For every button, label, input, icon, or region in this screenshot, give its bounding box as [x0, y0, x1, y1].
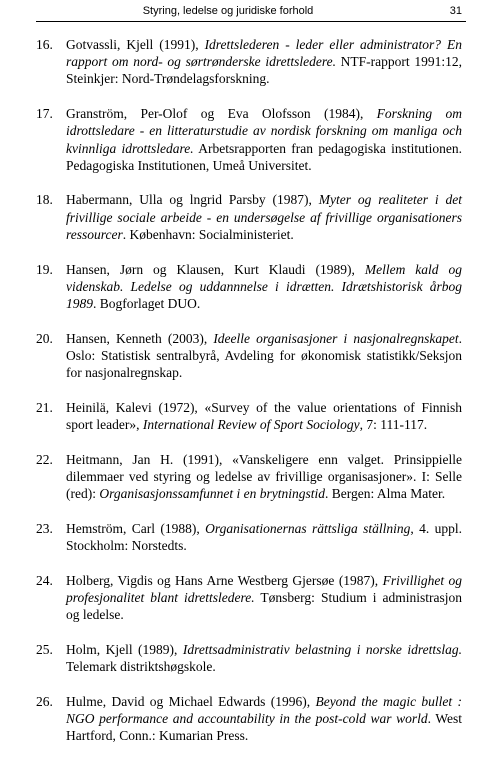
reference-entry	[36, 330, 462, 382]
reference-text: . West Hartford, Conn.: Kumarian Press.	[66, 710, 462, 744]
reference-text: Granström, Per-Olof og Eva Olofsson (1984),	[66, 106, 377, 122]
reference-title: Idrettslederen - leder eller administrator? En rapport om nord- og sørtrønderske idrettsledere.	[66, 37, 462, 70]
reference-text: Hulme, David og Michael Edwards (1996),	[66, 693, 316, 709]
reference-entry	[36, 261, 462, 313]
reference-text: . Bogforlaget DUO.	[93, 295, 201, 311]
reference-text: Habermann, Ulla og lngrid Parsby (1987),	[66, 192, 319, 208]
reference-title: Beyond the magic bullet : NGO performance and accountability in the post-cold war world	[66, 693, 462, 726]
reference-title: Organisasjonssamfunnet i en brytningstid	[99, 486, 325, 502]
reference-number: 24.	[36, 572, 53, 588]
reference-entry	[36, 641, 462, 675]
reference-title: Idrettsadministrativ belastning i norske idrettslag.	[182, 641, 462, 657]
reference-text: Tønsberg: Studium i administrasjon og ledelse.	[66, 589, 462, 623]
reference-title: Myter og realiteter i det frivillige sociale arbeide - en undersøgelse af frivillige organisationers ressourcer	[66, 192, 462, 242]
reference-text: Holberg, Vigdis og Hans Arne Westberg Gjersøe (1987),	[66, 572, 383, 588]
reference-text: Hemström, Carl (1988),	[66, 520, 206, 536]
reference-text: Heitmann, Jan H. (1991), «Vanskeligere enn valget. Prinsippielle dilemmaer ved styring og ledelse av frivillige organisasjoner». I: Selle (red):	[66, 451, 462, 502]
reference-title: Forskning om idrottsledare - en litteraturstudie av nordisk forskning om manliga och kvinnliga idrottsledare.	[66, 106, 462, 156]
reference-text: Gotvassli, Kjell (1991),	[66, 37, 205, 52]
reference-text: Hansen, Jørn og Klausen, Kurt Klaudi (1989),	[66, 261, 365, 277]
reference-number: 16.	[36, 37, 53, 52]
reference-entry	[36, 36, 462, 88]
reference-entry	[36, 572, 462, 624]
reference-number: 21.	[36, 399, 53, 415]
page-number: 31	[449, 5, 462, 17]
running-header	[36, 3, 466, 22]
reference-text: . Oslo: Statistisk sentralbyrå, Avdeling for økonomisk statistikk/Seksjon for nasjonalregnskap.	[66, 330, 463, 381]
reference-title: International Review of Sport Sociology	[142, 416, 360, 432]
reference-text: Holm, Kjell (1989),	[66, 641, 183, 657]
reference-number: 19.	[36, 261, 53, 277]
reference-text: , 7: 111-117.	[359, 416, 428, 432]
reference-text: . København: Socialministeriet.	[122, 226, 294, 242]
reference-entry	[36, 191, 462, 243]
reference-entry	[36, 451, 462, 503]
reference-text: . Bergen: Alma Mater.	[325, 486, 446, 502]
reference-number: 20.	[36, 330, 53, 346]
reference-number: 26.	[36, 693, 53, 709]
reference-title: Mellem kald og videnskab. Ledelse og uddannnelse i idrætten. Idrætshistorisk årbog 1989	[66, 261, 462, 311]
reference-number: 22.	[36, 451, 53, 467]
running-header-title: Styring, ledelse og juridiske forhold	[142, 5, 314, 17]
reference-entry	[36, 693, 462, 745]
reference-text: Arbetsrapporten fran pedagogiska institutionen. Pedagogiska Institutionen, Umeå Universitet.	[66, 140, 463, 173]
reference-number: 17.	[36, 106, 53, 122]
reference-list	[36, 36, 462, 762]
reference-entry	[36, 105, 462, 174]
reference-text: , 4. uppl. Stockholm: Norstedts.	[66, 520, 462, 553]
reference-text: NTF-rapport 1991:12, Steinkjer: Nord-Trøndelagsforskning.	[66, 54, 462, 87]
reference-entry	[36, 399, 462, 433]
reference-title: Ideelle organisasjoner i nasjonalregnskapet	[213, 330, 459, 346]
reference-title: Organisationernas rättsliga ställning	[205, 520, 411, 536]
reference-number: 18.	[36, 192, 53, 208]
reference-entry	[36, 520, 462, 554]
reference-text: Hansen, Kenneth (2003),	[66, 330, 214, 346]
reference-text: Telemark distriktshøgskole.	[66, 658, 216, 674]
reference-text: Heinilä, Kalevi (1972), «Survey of the value orientations of Finnish sport leader»,	[66, 399, 462, 432]
reference-number: 23.	[36, 520, 53, 536]
reference-number: 25.	[36, 641, 53, 657]
reference-title: Frivillighet og profesjonalitet blant idrettsledere.	[66, 572, 462, 605]
